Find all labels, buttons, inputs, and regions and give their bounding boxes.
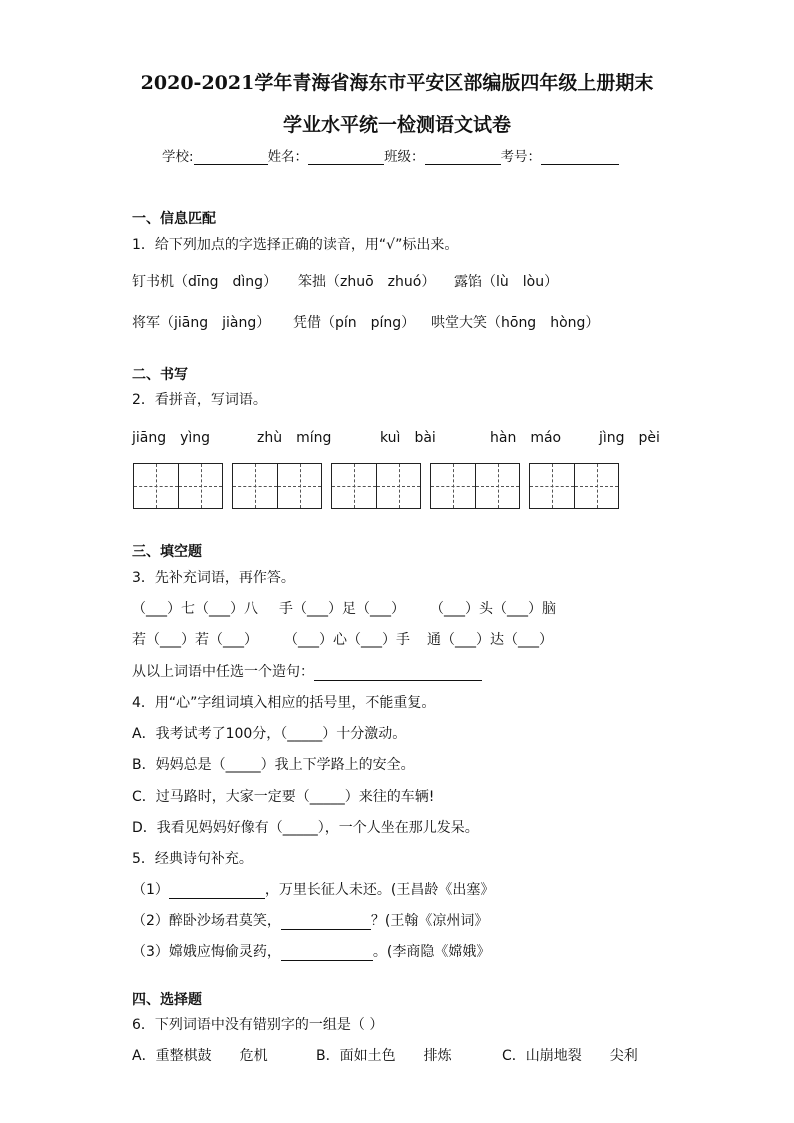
q5-1-blank[interactable] (169, 884, 265, 899)
tianzige-cell[interactable] (530, 464, 574, 508)
fill-item[interactable]: （___）七（___）八 (132, 601, 258, 617)
fill-item[interactable]: 若（___）若（___） (132, 632, 258, 648)
question-4: 4．用“心”字组词填入相应的括号里，不能重复。 (132, 695, 436, 711)
tianzige-cell[interactable] (475, 464, 519, 508)
sentence-prompt-line (132, 661, 482, 681)
q5-2-blank[interactable] (281, 915, 371, 930)
tianzige-cell[interactable] (134, 464, 178, 508)
class-label: 班级： (384, 149, 425, 165)
exam-title-line2: 学业水平统一检测语文试卷 (282, 114, 511, 136)
choice-item[interactable]: 钉书机（dīng dìng） (132, 274, 278, 290)
name-label: 姓名： (267, 149, 309, 165)
tianzige-cell[interactable] (277, 464, 321, 508)
pinyin-label: jiāng yìng (132, 430, 211, 446)
pinyin-label: jìng pèi (599, 430, 660, 446)
q5-2-prefix: （2）醉卧沙场君莫笑， (132, 913, 281, 929)
pinyin-label: kuì bài (380, 430, 436, 446)
tianzige-cell[interactable] (431, 464, 475, 508)
q5-2-suffix: ？(王翰《凉州词》 (370, 913, 489, 929)
question-5: 5．经典诗句补充。 (132, 851, 253, 867)
section-2-heading: 二、书写 (132, 367, 188, 383)
question-4-d[interactable]: D．我看见妈妈好像有（_____），一个人坐在那儿发呆。 (132, 820, 479, 836)
q5-3-prefix: （3）嫦娥应悔偷灵药， (132, 944, 281, 960)
writing-grid-3[interactable] (331, 463, 421, 509)
writing-grid-1[interactable] (133, 463, 223, 509)
section-1-heading: 一、信息匹配 (132, 211, 216, 227)
student-info-line (162, 145, 619, 165)
option-c[interactable]: C．山崩地裂 尖利 (502, 1048, 638, 1064)
school-label: 学校: (162, 149, 194, 165)
tianzige-cell[interactable] (178, 464, 222, 508)
choice-item[interactable]: 露馅（lù lòu） (454, 274, 559, 290)
question-6: 6．下列词语中没有错别字的一组是（ ） (132, 1017, 384, 1033)
writing-grid-5[interactable] (529, 463, 619, 509)
section-4-heading: 四、选择题 (132, 992, 202, 1008)
sentence-prompt: 从以上词语中任选一个造句： (132, 664, 314, 680)
choice-item[interactable]: 笨拙（zhuō zhuó） (298, 274, 436, 290)
fill-item[interactable]: （___）头（___）脑 (430, 601, 556, 617)
name-blank[interactable] (308, 150, 384, 165)
pinyin-label: zhù míng (257, 430, 332, 446)
exam-title-line1: 2020-2021学年青海省海东市平安区部编版四年级上册期末 (140, 72, 654, 94)
number-label: 考号： (500, 149, 542, 165)
q5-1-prefix: （1） (132, 882, 169, 898)
option-b[interactable]: B．面如土色 排炼 (316, 1048, 452, 1064)
pinyin-label: hàn máo (490, 430, 562, 446)
question-5-2 (132, 910, 488, 930)
question-4-a[interactable]: A．我考试考了100分，（_____）十分激动。 (132, 726, 407, 742)
choice-item[interactable]: 凭借（pín píng） (293, 315, 416, 331)
tianzige-cell[interactable] (376, 464, 420, 508)
writing-grid-2[interactable] (232, 463, 322, 509)
option-a[interactable]: A．重整棋鼓 危机 (132, 1048, 268, 1064)
question-5-1 (132, 879, 494, 899)
number-blank[interactable] (541, 150, 619, 165)
question-4-c[interactable]: C．过马路时，大家一定要（_____）来往的车辆! (132, 789, 435, 805)
q5-3-blank[interactable] (281, 946, 373, 961)
class-blank[interactable] (425, 150, 501, 165)
tianzige-cell[interactable] (233, 464, 277, 508)
q5-1-suffix: ，万里长征人未还。(王昌龄《出塞》 (264, 882, 495, 898)
fill-item[interactable]: 通（___）达（___） (427, 632, 553, 648)
question-5-3 (132, 941, 490, 961)
school-blank[interactable] (194, 150, 268, 165)
q5-3-suffix: 。(李商隐《嫦娥》 (372, 944, 491, 960)
question-1: 1．给下列加点的字选择正确的读音，用“√”标出来。 (132, 237, 459, 253)
tianzige-cell[interactable] (574, 464, 618, 508)
choice-item[interactable]: 哄堂大笑（hōng hòng） (431, 315, 600, 331)
writing-grid-4[interactable] (430, 463, 520, 509)
fill-item[interactable]: 手（___）足（___） (279, 601, 405, 617)
question-4-b[interactable]: B．妈妈总是（_____）我上下学路上的安全。 (132, 757, 415, 773)
question-3: 3．先补充词语，再作答。 (132, 570, 295, 586)
question-2: 2．看拼音，写词语。 (132, 392, 267, 408)
choice-item[interactable]: 将军（jiāng jiàng） (132, 315, 271, 331)
tianzige-cell[interactable] (332, 464, 376, 508)
fill-item[interactable]: （___）心（___）手 (284, 632, 410, 648)
sentence-blank[interactable] (314, 666, 482, 681)
section-3-heading: 三、填空题 (132, 544, 202, 560)
